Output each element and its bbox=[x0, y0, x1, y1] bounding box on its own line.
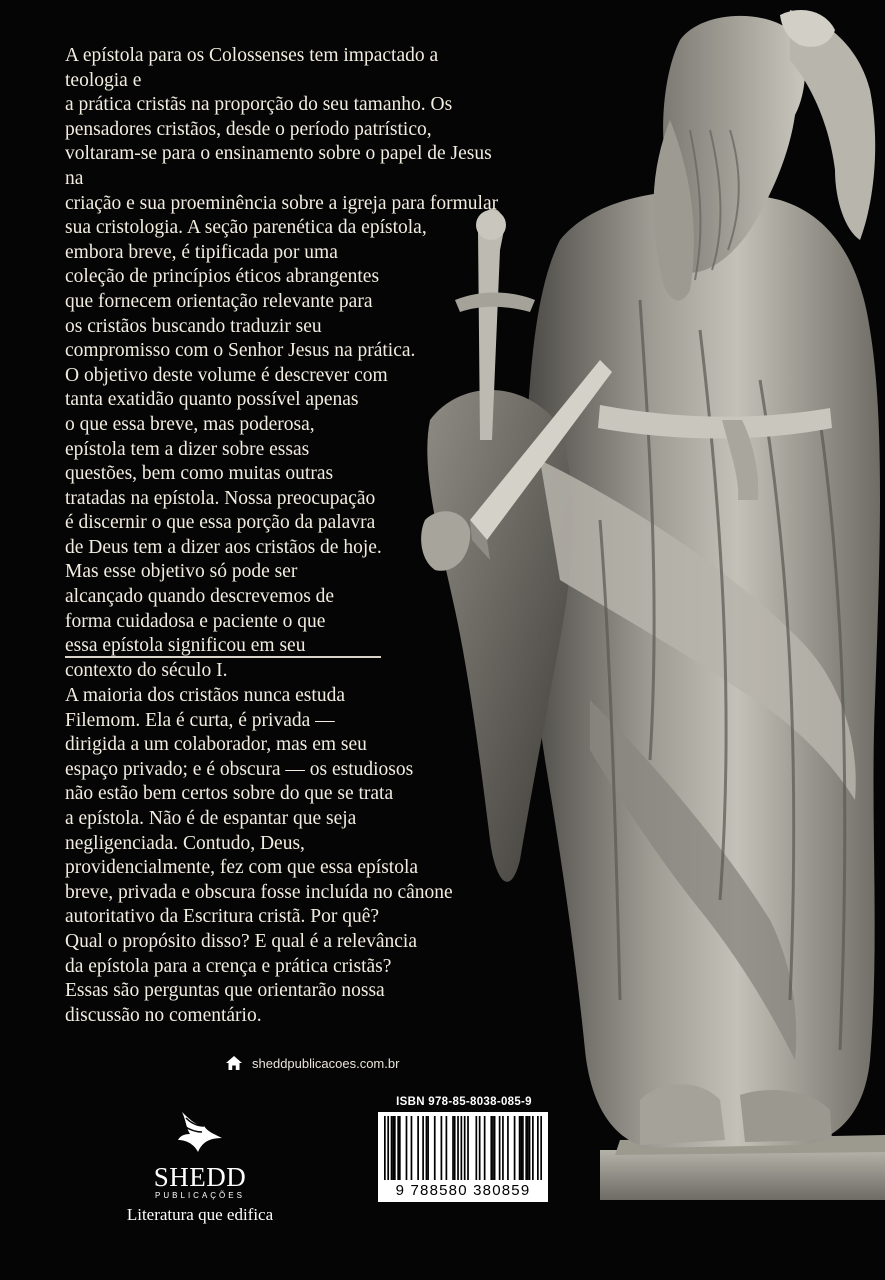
barcode-bar bbox=[475, 1116, 477, 1180]
barcode-bar bbox=[537, 1116, 539, 1180]
barcode-bar bbox=[426, 1116, 428, 1180]
p2-line: Essas são perguntas que orientarão nossa bbox=[65, 980, 385, 1002]
barcode-bar bbox=[499, 1116, 501, 1180]
bird-wing-logo bbox=[172, 1110, 228, 1154]
paragraph-colossians bbox=[65, 44, 505, 683]
p1-line: essa epístola significou em seu bbox=[65, 635, 306, 657]
barcode-bar bbox=[464, 1116, 466, 1180]
publisher-name: SHEDD bbox=[153, 1162, 247, 1192]
publisher-logo bbox=[100, 1110, 300, 1226]
p1-line: contexto do século I. bbox=[65, 659, 228, 681]
barcode-bar bbox=[441, 1116, 443, 1180]
isbn-label: ISBN 978-85-8038-085-9 bbox=[396, 1096, 532, 1108]
barcode-bar bbox=[484, 1116, 486, 1180]
barcode-bar bbox=[494, 1116, 496, 1180]
p1-line: os cristãos buscando traduzir seu bbox=[65, 315, 322, 337]
p2-line: discussão no comentário. bbox=[65, 1004, 262, 1026]
barcode-bar bbox=[540, 1116, 542, 1180]
p2-line: Filemom. Ela é curta, é privada — bbox=[65, 709, 335, 731]
p1-line: embora breve, é tipificada por uma bbox=[65, 241, 338, 263]
p1-line: epístola tem a dizer sobre essas bbox=[65, 438, 310, 460]
barcode-bar bbox=[492, 1116, 494, 1180]
barcode-bar bbox=[502, 1116, 504, 1180]
barcode-bar bbox=[417, 1116, 419, 1180]
p1-line: alcançado quando descrevemos de bbox=[65, 586, 335, 608]
barcode-bar bbox=[406, 1116, 408, 1180]
p2-line: da epístola para a crença e prática cristãs? bbox=[65, 955, 392, 977]
barcode-bar bbox=[490, 1116, 492, 1180]
barcode-bar bbox=[434, 1116, 436, 1180]
publisher-tagline: Literatura que edifica bbox=[126, 1205, 274, 1224]
p2-line: a epístola. Não é de espantar que seja bbox=[65, 807, 357, 829]
barcode-bar bbox=[467, 1116, 469, 1180]
p1-line: é discernir o que essa porção da palavra bbox=[65, 512, 376, 534]
p1-line: questões, bem como muitas outras bbox=[65, 463, 334, 485]
p1-line: tratadas na epístola. Nossa preocupação bbox=[65, 487, 376, 509]
p1-line: sua cristologia. A seção parenética da epístola, bbox=[65, 217, 427, 239]
barcode-bar bbox=[392, 1116, 394, 1180]
p1-line: pensadores cristãos, desde o período patrístico, bbox=[65, 118, 432, 140]
barcode-bar bbox=[457, 1116, 459, 1180]
section-divider bbox=[65, 656, 381, 658]
barcode bbox=[378, 1112, 548, 1202]
barcode-bar bbox=[532, 1116, 534, 1180]
p1-line: de Deus tem a dizer aos cristãos de hoje. bbox=[65, 536, 382, 558]
barcode-bar bbox=[527, 1116, 529, 1180]
barcode-bar bbox=[454, 1116, 456, 1180]
barcode-bar bbox=[387, 1116, 389, 1180]
p1-line: O objetivo deste volume é descrever com bbox=[65, 364, 388, 386]
home-icon bbox=[225, 1055, 243, 1071]
barcode-bar bbox=[529, 1116, 531, 1180]
barcode-digits: 9 788580 380859 bbox=[395, 1182, 531, 1199]
p2-line: breve, privada e obscura fosse incluída no cânone bbox=[65, 881, 453, 903]
p1-line: criação e sua proeminência sobre a igreja para formular bbox=[65, 192, 499, 214]
paragraph-philemon bbox=[65, 684, 505, 1028]
p1-line: Mas esse objetivo só pode ser bbox=[65, 561, 298, 583]
barcode-bar bbox=[525, 1116, 527, 1180]
p2-line: espaço privado; e é obscura — os estudiosos bbox=[65, 758, 414, 780]
p1-line: compromisso com o Senhor Jesus na prática. bbox=[65, 340, 416, 362]
barcode-bar bbox=[422, 1116, 424, 1180]
p2-line: dirigida a um colaborador, mas em seu bbox=[65, 734, 367, 756]
p1-line: tanta exatidão quanto possível apenas bbox=[65, 389, 359, 411]
p1-line: A epístola para os Colossenses tem impactado a teologia e bbox=[65, 45, 439, 91]
barcode-bar bbox=[391, 1116, 393, 1180]
p1-line: forma cuidadosa e paciente o que bbox=[65, 610, 326, 632]
p1-line: que fornecem orientação relevante para bbox=[65, 290, 373, 312]
barcode-bar bbox=[427, 1116, 429, 1180]
publisher-subtitle: PUBLICAÇÕES bbox=[155, 1191, 245, 1200]
p2-line: Qual o propósito disso? E qual é a relevância bbox=[65, 930, 417, 952]
p2-line: A maioria dos cristãos nunca estuda bbox=[65, 685, 345, 706]
p1-line: coleção de princípios éticos abrangentes bbox=[65, 266, 380, 288]
barcode-bar bbox=[394, 1116, 396, 1180]
barcode-bar bbox=[446, 1116, 448, 1180]
barcode-bar bbox=[399, 1116, 401, 1180]
p1-line: o que essa breve, mas poderosa, bbox=[65, 413, 315, 435]
barcode-bar bbox=[384, 1116, 386, 1180]
barcode-bars bbox=[384, 1116, 542, 1180]
barcode-bar bbox=[514, 1116, 516, 1180]
barcode-bar bbox=[479, 1116, 481, 1180]
p2-line: autoritativo da Escritura cristã. Por quê? bbox=[65, 906, 380, 928]
p2-line: providencialmente, fez com que essa epístola bbox=[65, 857, 419, 879]
barcode-bar bbox=[507, 1116, 509, 1180]
p1-line: a prática cristãs na proporção do seu tamanho. Os bbox=[65, 94, 453, 116]
website-link[interactable] bbox=[225, 1055, 399, 1071]
barcode-bar bbox=[461, 1116, 463, 1180]
p2-line: negligenciada. Contudo, Deus, bbox=[65, 832, 305, 854]
barcode-bar bbox=[397, 1116, 399, 1180]
barcode-bar bbox=[520, 1116, 522, 1180]
p2-line: não estão bem certos sobre do que se trata bbox=[65, 783, 394, 805]
barcode-bar bbox=[411, 1116, 413, 1180]
barcode-bar bbox=[522, 1116, 524, 1180]
barcode-bar bbox=[452, 1116, 454, 1180]
p1-line: voltaram-se para o ensinamento sobre o papel de Jesus na bbox=[65, 143, 492, 189]
barcode-bar bbox=[519, 1116, 521, 1180]
website-url[interactable]: sheddpublicacoes.com.br bbox=[252, 1055, 400, 1071]
